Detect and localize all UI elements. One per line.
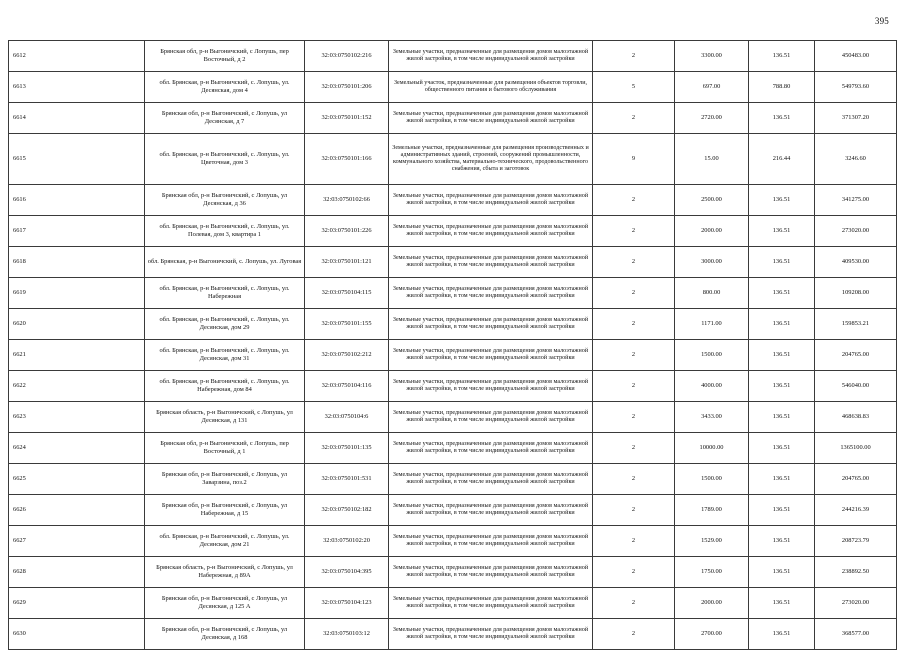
address-cell: Брянская обл, р-н Выгоничский, с Лопушь, пер Восточный, д 1 xyxy=(145,433,305,464)
area-cell: 800.00 xyxy=(675,278,749,309)
row-number: 6617 xyxy=(9,216,145,247)
cadastral-number-cell: 32:03:0750104:6 xyxy=(305,402,389,433)
group-cell: 2 xyxy=(593,464,675,495)
rate-cell: 136.51 xyxy=(749,103,815,134)
group-cell: 2 xyxy=(593,340,675,371)
table-row xyxy=(9,134,897,185)
land-use-cell: Земельные участки, предназначенные для размещения домов малоэтажной жилой застройки, в том числе индивидуальной жилой застройки xyxy=(389,433,593,464)
table-row xyxy=(9,185,897,216)
area-cell: 2000.00 xyxy=(675,588,749,619)
area-cell: 1500.00 xyxy=(675,464,749,495)
group-cell: 2 xyxy=(593,371,675,402)
cadastral-number-cell: 32:03:0750101:135 xyxy=(305,433,389,464)
table-row xyxy=(9,340,897,371)
cadastral-value-cell: 244216.39 xyxy=(815,495,897,526)
rate-cell: 136.51 xyxy=(749,588,815,619)
table-row xyxy=(9,557,897,588)
table-row xyxy=(9,433,897,464)
table-row xyxy=(9,247,897,278)
group-cell: 2 xyxy=(593,433,675,464)
row-number: 6622 xyxy=(9,371,145,402)
cadastral-number-cell: 32:03:0750104:115 xyxy=(305,278,389,309)
group-cell: 2 xyxy=(593,495,675,526)
page-number: 395 xyxy=(874,16,889,26)
cadastral-value-cell: 238892.50 xyxy=(815,557,897,588)
land-use-cell: Земельные участки, предназначенные для размещения домов малоэтажной жилой застройки, в том числе индивидуальной жилой застройки xyxy=(389,185,593,216)
land-use-cell: Земельный участок, предназначенные для размещения объектов торговли, общественного питания и бытового обслуживания xyxy=(389,72,593,103)
row-number: 6614 xyxy=(9,103,145,134)
land-use-cell: Земельные участки, предназначенные для размещения домов малоэтажной жилой застройки, в том числе индивидуальной жилой застройки xyxy=(389,557,593,588)
table-row xyxy=(9,371,897,402)
area-cell: 1500.00 xyxy=(675,340,749,371)
row-number: 6628 xyxy=(9,557,145,588)
table-row xyxy=(9,495,897,526)
cadastral-number-cell: 32:03:0750101:166 xyxy=(305,134,389,185)
group-cell: 2 xyxy=(593,309,675,340)
area-cell: 697.00 xyxy=(675,72,749,103)
area-cell: 1750.00 xyxy=(675,557,749,588)
rate-cell: 136.51 xyxy=(749,309,815,340)
rate-cell: 136.51 xyxy=(749,247,815,278)
rate-cell: 136.51 xyxy=(749,557,815,588)
cadastral-value-cell: 549793.60 xyxy=(815,72,897,103)
table-row xyxy=(9,402,897,433)
land-use-cell: Земельные участки, предназначенные для размещения домов малоэтажной жилой застройки, в том числе индивидуальной жилой застройки xyxy=(389,103,593,134)
group-cell: 5 xyxy=(593,72,675,103)
area-cell: 3000.00 xyxy=(675,247,749,278)
row-number: 6626 xyxy=(9,495,145,526)
land-use-cell: Земельные участки, предназначенные для размещения производственных и административных зданий, строений, сооружений промышленности, коммунального хозяйства, материально-технического, продовольственного снабжения, сбыта и заготовок xyxy=(389,134,593,185)
rate-cell: 136.51 xyxy=(749,185,815,216)
area-cell: 4000.00 xyxy=(675,371,749,402)
table-row xyxy=(9,464,897,495)
rate-cell: 136.51 xyxy=(749,216,815,247)
cadastral-value-cell: 371307.20 xyxy=(815,103,897,134)
cadastral-value-cell: 208723.79 xyxy=(815,526,897,557)
rate-cell: 136.51 xyxy=(749,495,815,526)
land-use-cell: Земельные участки, предназначенные для размещения домов малоэтажной жилой застройки, в том числе индивидуальной жилой застройки xyxy=(389,278,593,309)
land-use-cell: Земельные участки, предназначенные для размещения домов малоэтажной жилой застройки, в том числе индивидуальной жилой застройки xyxy=(389,309,593,340)
rate-cell: 136.51 xyxy=(749,278,815,309)
address-cell: Брянская обл, р-н Выгоничский, с Лопушь, ул Десянская, д 168 xyxy=(145,619,305,650)
row-number: 6623 xyxy=(9,402,145,433)
area-cell: 3433.00 xyxy=(675,402,749,433)
group-cell: 9 xyxy=(593,134,675,185)
area-cell: 1171.00 xyxy=(675,309,749,340)
address-cell: обл. Брянская, р-н Выгоничский, с. Лопушь, ул. Набережная xyxy=(145,278,305,309)
group-cell: 2 xyxy=(593,103,675,134)
rate-cell: 136.51 xyxy=(749,402,815,433)
address-cell: Брянская обл, р-н Выгоничский, с Лопушь, ул Десянская, д 36 xyxy=(145,185,305,216)
rate-cell: 136.51 xyxy=(749,371,815,402)
cadastral-value-cell: 204765.00 xyxy=(815,464,897,495)
address-cell: обл. Брянская, р-н Выгоничский, с. Лопушь, ул. Набережная, дом 84 xyxy=(145,371,305,402)
land-use-cell: Земельные участки, предназначенные для размещения домов малоэтажной жилой застройки, в том числе индивидуальной жилой застройки xyxy=(389,371,593,402)
land-use-cell: Земельные участки, предназначенные для размещения домов малоэтажной жилой застройки, в том числе индивидуальной жилой застройки xyxy=(389,402,593,433)
area-cell: 15.00 xyxy=(675,134,749,185)
address-cell: обл. Брянская, р-н Выгоничский, с. Лопушь, ул. Цветочная, дом 3 xyxy=(145,134,305,185)
rate-cell: 788.80 xyxy=(749,72,815,103)
cadastral-number-cell: 32:03:0750104:123 xyxy=(305,588,389,619)
row-number: 6613 xyxy=(9,72,145,103)
address-cell: Брянская область, р-н Выгоничский, с Лопушь, ул Набережная, д 89А xyxy=(145,557,305,588)
land-use-cell: Земельные участки, предназначенные для размещения домов малоэтажной жилой застройки, в том числе индивидуальной жилой застройки xyxy=(389,526,593,557)
table-row xyxy=(9,278,897,309)
area-cell: 2500.00 xyxy=(675,185,749,216)
group-cell: 2 xyxy=(593,278,675,309)
cadastral-value-cell: 1365100.00 xyxy=(815,433,897,464)
rate-cell: 136.51 xyxy=(749,340,815,371)
cadastral-number-cell: 32:03:0750102:182 xyxy=(305,495,389,526)
rate-cell: 216.44 xyxy=(749,134,815,185)
table-row xyxy=(9,72,897,103)
table-row xyxy=(9,41,897,72)
group-cell: 2 xyxy=(593,247,675,278)
table-row xyxy=(9,216,897,247)
row-number: 6615 xyxy=(9,134,145,185)
table-row xyxy=(9,526,897,557)
group-cell: 2 xyxy=(593,402,675,433)
area-cell: 10000.00 xyxy=(675,433,749,464)
row-number: 6627 xyxy=(9,526,145,557)
row-number: 6618 xyxy=(9,247,145,278)
cadastral-value-cell: 409530.00 xyxy=(815,247,897,278)
cadastral-value-cell: 273020.00 xyxy=(815,588,897,619)
cadastral-number-cell: 32:03:0750102:20 xyxy=(305,526,389,557)
rate-cell: 136.51 xyxy=(749,433,815,464)
row-number: 6620 xyxy=(9,309,145,340)
address-cell: обл. Брянская, р-н Выгоничский, с. Лопушь, ул. Десянская, дом 21 xyxy=(145,526,305,557)
row-number: 6625 xyxy=(9,464,145,495)
land-use-cell: Земельные участки, предназначенные для размещения домов малоэтажной жилой застройки, в том числе индивидуальной жилой застройки xyxy=(389,216,593,247)
cadastral-value-cell: 468638.83 xyxy=(815,402,897,433)
cadastral-value-cell: 204765.00 xyxy=(815,340,897,371)
cadastral-value-cell: 450483.00 xyxy=(815,41,897,72)
address-cell: обл. Брянская, р-н Выгоничский, с. Лопушь, ул. Десянская, дом 31 xyxy=(145,340,305,371)
group-cell: 2 xyxy=(593,526,675,557)
rate-cell: 136.51 xyxy=(749,464,815,495)
address-cell: Брянская обл, р-н Выгоничский, с Лопушь, ул Набережная, д 15 xyxy=(145,495,305,526)
row-number: 6616 xyxy=(9,185,145,216)
address-cell: Брянская обл, р-н Выгоничский, с Лопушь, ул Заварзина, поз.2 xyxy=(145,464,305,495)
cadastral-registry-table xyxy=(8,40,897,650)
row-number: 6630 xyxy=(9,619,145,650)
cadastral-number-cell: 32:03:0750104:116 xyxy=(305,371,389,402)
cadastral-number-cell: 32:03:0750103:12 xyxy=(305,619,389,650)
address-cell: Брянская обл, р-н Выгоничский, с Лопушь, пер Восточный, д 2 xyxy=(145,41,305,72)
area-cell: 1789.00 xyxy=(675,495,749,526)
cadastral-number-cell: 32:03:0750104:395 xyxy=(305,557,389,588)
cadastral-number-cell: 32:03:0750101:206 xyxy=(305,72,389,103)
cadastral-number-cell: 32:03:0750101:155 xyxy=(305,309,389,340)
cadastral-number-cell: 32:03:0750102:216 xyxy=(305,41,389,72)
address-cell: Брянская обл, р-н Выгоничский, с Лопушь, ул Десянская, д 125 А xyxy=(145,588,305,619)
group-cell: 2 xyxy=(593,588,675,619)
table-row xyxy=(9,619,897,650)
address-cell: обл. Брянская, р-н Выгоничский, с. Лопушь, ул. Десянская, дом 29 xyxy=(145,309,305,340)
address-cell: обл. Брянская, р-н Выгоничский, с. Лопушь, ул. Десянская, дом 4 xyxy=(145,72,305,103)
rate-cell: 136.51 xyxy=(749,526,815,557)
table-row xyxy=(9,103,897,134)
cadastral-value-cell: 3246.60 xyxy=(815,134,897,185)
land-use-cell: Земельные участки, предназначенные для размещения домов малоэтажной жилой застройки, в том числе индивидуальной жилой застройки xyxy=(389,588,593,619)
land-use-cell: Земельные участки, предназначенные для размещения домов малоэтажной жилой застройки, в том числе индивидуальной жилой застройки xyxy=(389,247,593,278)
cadastral-value-cell: 368577.00 xyxy=(815,619,897,650)
cadastral-value-cell: 159853.21 xyxy=(815,309,897,340)
address-cell: обл. Брянская, р-н Выгоничский, с. Лопушь, ул. Полевая, дом 3, квартира 1 xyxy=(145,216,305,247)
area-cell: 2000.00 xyxy=(675,216,749,247)
land-use-cell: Земельные участки, предназначенные для размещения домов малоэтажной жилой застройки, в том числе индивидуальной жилой застройки xyxy=(389,41,593,72)
cadastral-number-cell: 32:03:0750101:152 xyxy=(305,103,389,134)
cadastral-number-cell: 32:03:0750102:212 xyxy=(305,340,389,371)
table-row xyxy=(9,588,897,619)
cadastral-value-cell: 109208.00 xyxy=(815,278,897,309)
row-number: 6619 xyxy=(9,278,145,309)
cadastral-value-cell: 273020.00 xyxy=(815,216,897,247)
cadastral-number-cell: 32:03:0750101:121 xyxy=(305,247,389,278)
cadastral-number-cell: 32:03:0750101:531 xyxy=(305,464,389,495)
land-use-cell: Земельные участки, предназначенные для размещения домов малоэтажной жилой застройки, в том числе индивидуальной жилой застройки xyxy=(389,464,593,495)
land-use-cell: Земельные участки, предназначенные для размещения домов малоэтажной жилой застройки, в том числе индивидуальной жилой застройки xyxy=(389,619,593,650)
row-number: 6624 xyxy=(9,433,145,464)
cadastral-value-cell: 341275.00 xyxy=(815,185,897,216)
area-cell: 3300.00 xyxy=(675,41,749,72)
area-cell: 2720.00 xyxy=(675,103,749,134)
address-cell: обл. Брянская, р-н Выгоничский, с. Лопушь, ул. Луговая xyxy=(145,247,305,278)
table-body xyxy=(9,41,897,650)
land-use-cell: Земельные участки, предназначенные для размещения домов малоэтажной жилой застройки, в том числе индивидуальной жилой застройки xyxy=(389,495,593,526)
group-cell: 2 xyxy=(593,41,675,72)
cadastral-number-cell: 32:03:0750101:226 xyxy=(305,216,389,247)
table-row xyxy=(9,309,897,340)
group-cell: 2 xyxy=(593,185,675,216)
row-number: 6621 xyxy=(9,340,145,371)
cadastral-number-cell: 32:03:0750102:66 xyxy=(305,185,389,216)
rate-cell: 136.51 xyxy=(749,619,815,650)
area-cell: 2700.00 xyxy=(675,619,749,650)
area-cell: 1529.00 xyxy=(675,526,749,557)
land-use-cell: Земельные участки, предназначенные для размещения домов малоэтажной жилой застройки, в том числе индивидуальной жилой застройки xyxy=(389,340,593,371)
row-number: 6629 xyxy=(9,588,145,619)
address-cell: Брянская область, р-н Выгоничский, с Лопушь, ул Десянская, д 131 xyxy=(145,402,305,433)
rate-cell: 136.51 xyxy=(749,41,815,72)
row-number: 6612 xyxy=(9,41,145,72)
group-cell: 2 xyxy=(593,557,675,588)
group-cell: 2 xyxy=(593,216,675,247)
address-cell: Брянская обл, р-н Выгоничский, с Лопушь, ул Десянская, д 7 xyxy=(145,103,305,134)
group-cell: 2 xyxy=(593,619,675,650)
cadastral-value-cell: 546040.00 xyxy=(815,371,897,402)
